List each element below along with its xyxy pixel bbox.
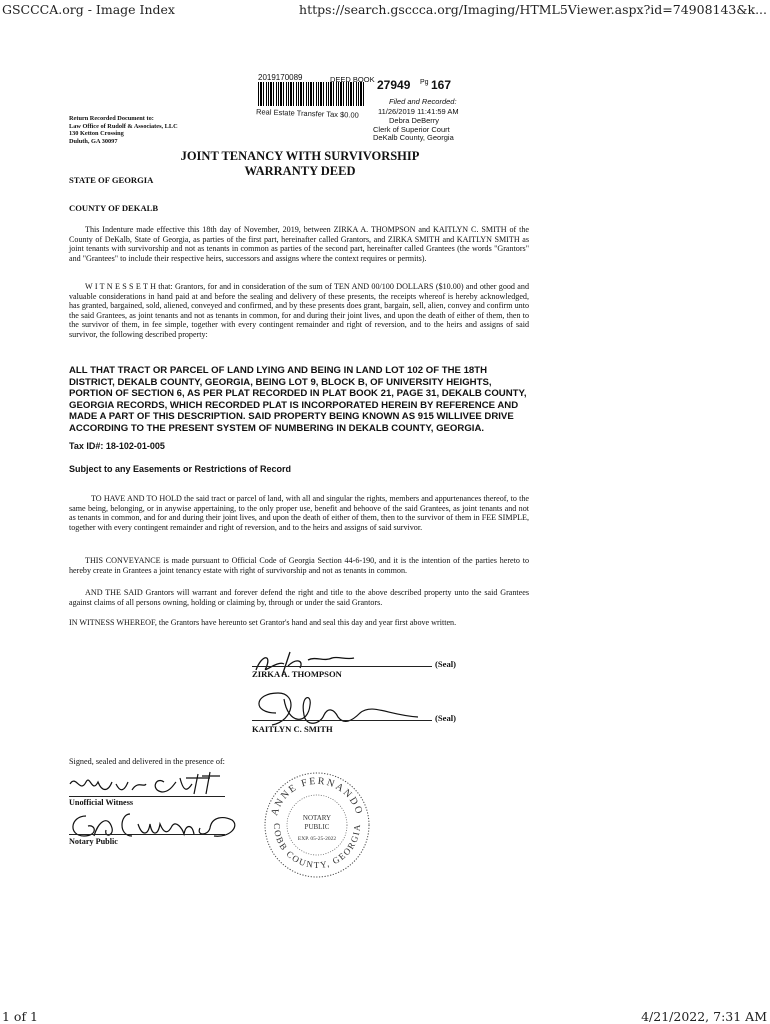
grantor-2-line: [252, 720, 432, 721]
seal-expiry: EXP. 05-25-2022: [297, 836, 337, 842]
notary-label: Notary Public: [69, 837, 118, 846]
title-line-2: WARRANTY DEED: [244, 164, 356, 178]
conveyance-paragraph: THIS CONVEYANCE is made pursuant to Official Code of Georgia Section 44-6-190, and it is the intention of the parties hereto to hereby create in Grantees a joint tenancy estate with right of survivorship and not as tenants in common.: [69, 556, 529, 575]
clerk-name: Debra DeBerry: [389, 116, 440, 125]
signed-in-presence: Signed, sealed and delivered in the presence of:: [69, 757, 225, 766]
return-address: [69, 115, 178, 145]
grantor-1-line: [252, 666, 432, 667]
grantor-1-seal: (Seal): [435, 659, 457, 669]
return-line-1: Return Recorded Document to:: [69, 115, 154, 122]
state-heading: STATE OF GEORGIA: [69, 175, 154, 185]
habendum-paragraph: TO HAVE AND TO HOLD the said tract or parcel of land, with all and singular the rights, members and appurtenances thereof, to the same being, belonging, or in anywise appertaining, to the only proper use, benefit and behoove of the said Grantees, as joint tenants and not as tenants in common, and for and during their joint lives, and upon the death of either of them, then to the survivor of them in FEE SIMPLE, together with every contingent remainder and right of reversion, and to the heirs and assigns of said survivor.: [69, 494, 529, 532]
deed-book-label: DEED BOOK: [330, 75, 375, 84]
seal-inner-bottom: PUBLIC: [304, 823, 330, 831]
print-header-url: https://search.gsccca.org/Imaging/HTML5Viewer.aspx?id=74908143&k...: [299, 2, 767, 17]
print-footer-date: 4/21/2022, 7:31 AM: [641, 1009, 767, 1024]
return-line-3: 130 Ketton Crossing: [69, 130, 124, 138]
barcode-number: 2019170089: [258, 73, 303, 82]
svg-text:ANNE FERNANDO: [269, 776, 365, 817]
seal-top-text: ANNE FERNANDO: [269, 775, 365, 818]
grantor-2-seal: (Seal): [435, 713, 457, 723]
transfer-tax: Real Estate Transfer Tax $0.00: [255, 107, 359, 120]
title-line-1: JOINT TENANCY WITH SURVIVORSHIP: [180, 149, 420, 163]
return-line-4: Duluth, GA 30097: [69, 137, 118, 145]
clerk-county: DeKalb County, Georgia: [373, 133, 454, 142]
print-header-title: GSCCCA.org - Image Index: [2, 2, 175, 17]
grantor-1-name: ZIRKA A. THOMPSON: [252, 669, 342, 679]
in-witness-paragraph: IN WITNESS WHEREOF, the Grantors have hereunto set Grantor's hand and seal this day and year first above written.: [69, 618, 457, 627]
return-line-2: Law Office of Rudolf & Associates, LLC: [69, 122, 178, 130]
barcode-icon: [258, 82, 364, 106]
filed-label: Filed and Recorded:: [389, 97, 457, 106]
witnesseth-paragraph: W I T N E S S E T H that: Grantors, for and in consideration of the sum of TEN AND 00/100 DOLLARS ($10.00) and other good and valuable considerations in hand paid at and before the sealing and delivery of these presents, the receipts whereof is hereby acknowledged, has granted, bargained, sold, aliened, conveyed and confirmed, and by these presents does grant, bargain, sell, alien, convey and confirm unto the said Grantees, as joint tenants and not as tenants in common, for and during their joint lives, and upon the death of either of them, then to the survivor of them, in fee simple, together with every contingent remainder and right of reversion, and to the heirs and assigns of said survivor, the following described property:: [69, 282, 529, 339]
indenture-paragraph: This Indenture made effective this 18th day of November, 2019, between ZIRKA A. THOMPSON and KAITLYN C. SMITH of the County of DeKalb, State of Georgia, as parties of the first part, hereinafter called Grantors, and ZIRKA SMITH and KAITLYN SMITH as joint tenants with survivorship and not as tenants in common as parties of the second part, hereinafter called Grantees (the words "Grantors" and "Grantees" to include their respective heirs, successors and assigns where the context requires or permits).: [69, 225, 529, 263]
notary-line: [69, 834, 225, 835]
tax-id: Tax ID#: 18-102-01-005: [69, 441, 165, 451]
page-number: 167: [431, 78, 452, 92]
county-heading: COUNTY OF DEKALB: [69, 203, 159, 213]
grantor-2-name: KAITLYN C. SMITH: [252, 724, 333, 734]
seal-bottom-text: COBB COUNTY, GEORGIA: [271, 822, 363, 871]
witness-line: [69, 796, 225, 797]
clerk-title: Clerk of Superior Court: [373, 125, 450, 134]
legal-description: ALL THAT TRACT OR PARCEL OF LAND LYING AND BEING IN LAND LOT 102 OF THE 18TH DISTRICT, DEKALB COUNTY, GEORGIA, BEING LOT 9, BLOCK B, OF UNIVERSITY HEIGHTS, PORTION OF SECTION 6, AS PER PLAT RECORDED IN PLAT BOOK 21, PAGE 31, DEKALB COUNTY, GEORGIA RECORDS, WHICH RECORDED PLAT IS INCORPORATED HEREIN BY REFERENCE AND MADE A PART OF THIS DESCRIPTION. SAID PROPERTY BEING KNOWN AS 915 WILLIVEE DRIVE ACCORDING TO THE PRESENT SYSTEM OF NUMBERING IN DEKALB COUNTY, GEORGIA.: [69, 365, 527, 434]
book-number: 27949: [377, 78, 411, 92]
print-footer-page: 1 of 1: [2, 1009, 39, 1024]
witness-label: Unofficial Witness: [69, 798, 134, 807]
page-prefix: Pg: [420, 79, 429, 86]
notary-seal: [262, 770, 372, 880]
subject-to: Subject to any Easements or Restrictions of Record: [69, 464, 292, 474]
recorded-date: 11/26/2019 11:41:59 AM: [378, 107, 459, 116]
seal-inner-top: NOTARY: [302, 814, 332, 822]
warranty-paragraph: AND THE SAID Grantors will warrant and forever defend the right and title to the above described property unto the said Grantees against claims of all persons owning, holding or claiming by, through or under the said Grantors.: [69, 588, 529, 607]
